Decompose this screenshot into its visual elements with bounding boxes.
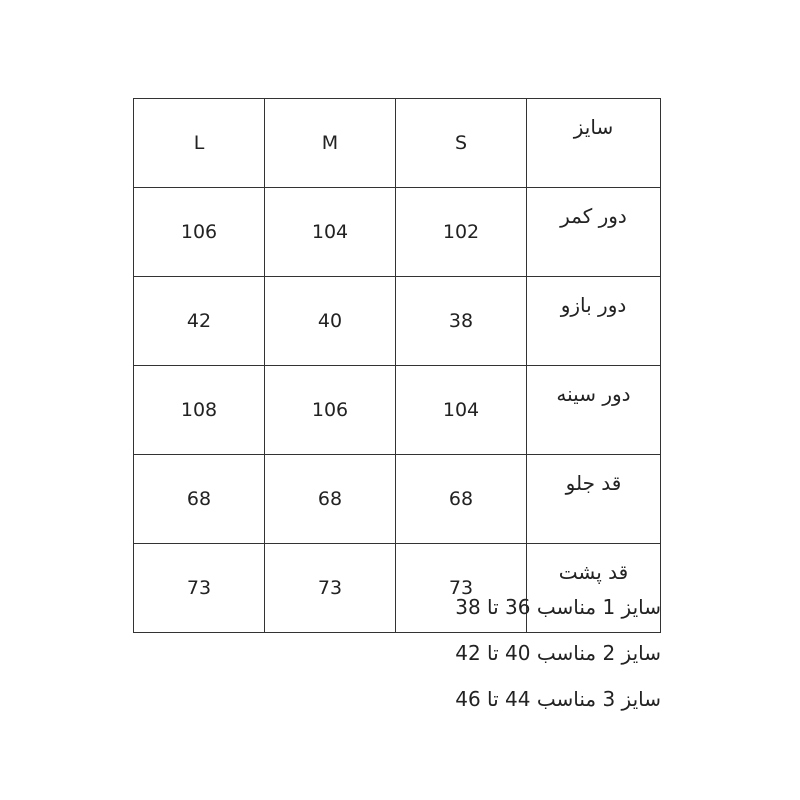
header-size-m: M xyxy=(265,99,396,188)
cell-value: 108 xyxy=(134,366,265,455)
table-row xyxy=(134,277,661,366)
size-note: سایز 3 مناسب 44 تا 46 xyxy=(455,687,661,711)
cell-value: 73 xyxy=(396,544,527,633)
cell-value: 104 xyxy=(265,188,396,277)
size-note: سایز 2 مناسب 40 تا 42 xyxy=(455,641,661,665)
row-label: دور کمر xyxy=(527,188,661,277)
row-label: دور سینه xyxy=(527,366,661,455)
table-row xyxy=(134,366,661,455)
cell-value: 73 xyxy=(134,544,265,633)
row-label: قد جلو xyxy=(527,455,661,544)
table-row xyxy=(134,188,661,277)
table-row xyxy=(134,455,661,544)
cell-value: 104 xyxy=(396,366,527,455)
row-label: قد پشت xyxy=(527,544,661,633)
cell-value: 38 xyxy=(396,277,527,366)
cell-value: 68 xyxy=(265,455,396,544)
row-label: دور بازو xyxy=(527,277,661,366)
cell-value: 40 xyxy=(265,277,396,366)
size-note: سایز 1 مناسب 36 تا 38 xyxy=(455,595,661,619)
cell-value: 68 xyxy=(396,455,527,544)
cell-value: 106 xyxy=(265,366,396,455)
cell-value: 106 xyxy=(134,188,265,277)
cell-value: 68 xyxy=(134,455,265,544)
header-size-s: S xyxy=(396,99,527,188)
header-size-l: L xyxy=(134,99,265,188)
cell-value: 42 xyxy=(134,277,265,366)
cell-value: 73 xyxy=(265,544,396,633)
size-notes xyxy=(455,584,661,722)
size-chart-table xyxy=(133,98,661,633)
table-header-row xyxy=(134,99,661,188)
cell-value: 102 xyxy=(396,188,527,277)
header-label: سایز xyxy=(527,99,661,188)
